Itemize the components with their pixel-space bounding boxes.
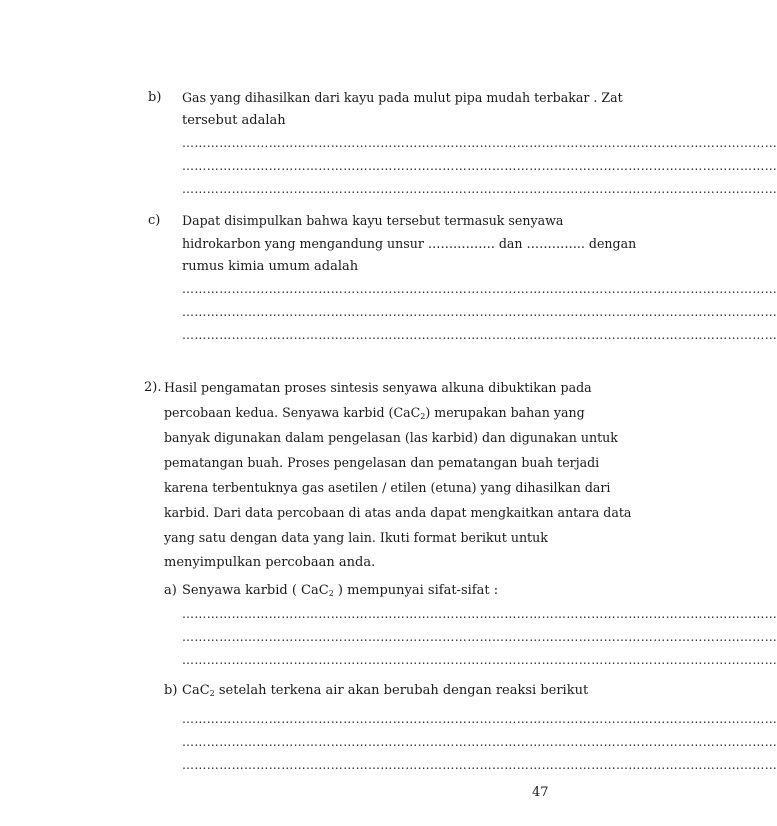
item-2a-text: Senyawa karbid ( CaC$_2$ ) mempunyai sifat-sifat : [182,583,499,598]
page-number: 47 [532,785,549,800]
item-2-line-6: karbid. Dari data percobaan di atas anda dapat mengkaitkan antara data [164,505,632,520]
answer-line[interactable]: ……………………………………………………………………………………………………………………………… [182,712,777,726]
answer-line[interactable]: ……………………………………………………………………………………………………………………………… [182,159,777,173]
item-c-marker: c) [148,213,161,228]
item-b1-marker: b) [148,90,162,105]
answer-line[interactable]: ……………………………………………………………………………………………………………………………… [182,182,777,196]
item-b1-line-1: Gas yang dihasilkan dari kayu pada mulut pipa mudah terbakar . Zat [182,90,623,105]
item-2-line-4: pematangan buah. Proses pengelasan dan pematangan buah terjadi [164,455,600,470]
item-2-line-2: percobaan kedua. Senyawa karbid (CaC$_2$) merupakan bahan yang [164,405,585,421]
item-2b-text: CaC$_2$ setelah terkena air akan berubah dengan reaksi berikut [182,683,589,698]
answer-line[interactable]: ……………………………………………………………………………………………………………………………… [182,653,777,667]
item-2a-marker: a) [164,583,177,598]
item-2-marker: 2). [144,380,162,395]
item-2-line-8: menyimpulkan percobaan anda. [164,555,376,570]
item-2-line-5: karena terbentuknya gas asetilen / etilen (etuna) yang dihasilkan dari [164,480,611,495]
answer-line[interactable]: ……………………………………………………………………………………………………………………………… [182,607,777,621]
answer-line[interactable]: ……………………………………………………………………………………………………………………………… [182,758,777,772]
item-2-line-1: Hasil pengamatan proses sintesis senyawa alkuna dibuktikan pada [164,380,592,395]
item-2-line-3: banyak digunakan dalam pengelasan (las karbid) dan digunakan untuk [164,430,618,445]
answer-line[interactable]: ……………………………………………………………………………………………………………………………… [182,328,777,342]
answer-line[interactable]: ……………………………………………………………………………………………………………………………… [182,305,777,319]
answer-line[interactable]: ……………………………………………………………………………………………………………………………… [182,136,777,150]
item-c-line-2: hidrokarbon yang mengandung unsur ……………. dan ………….. dengan [182,236,637,251]
item-c-line-1: Dapat disimpulkan bahwa kayu tersebut termasuk senyawa [182,213,564,228]
answer-line[interactable]: ……………………………………………………………………………………………………………………………… [182,282,777,296]
item-2b-marker: b) [164,683,178,698]
answer-line[interactable]: ……………………………………………………………………………………………………………………………… [182,735,777,749]
answer-line[interactable]: ……………………………………………………………………………………………………………………………… [182,630,777,644]
item-2-line-7: yang satu dengan data yang lain. Ikuti format berikut untuk [164,530,548,545]
item-c-line-3: rumus kimia umum adalah [182,259,359,274]
item-b1-line-2: tersebut adalah [182,113,286,128]
